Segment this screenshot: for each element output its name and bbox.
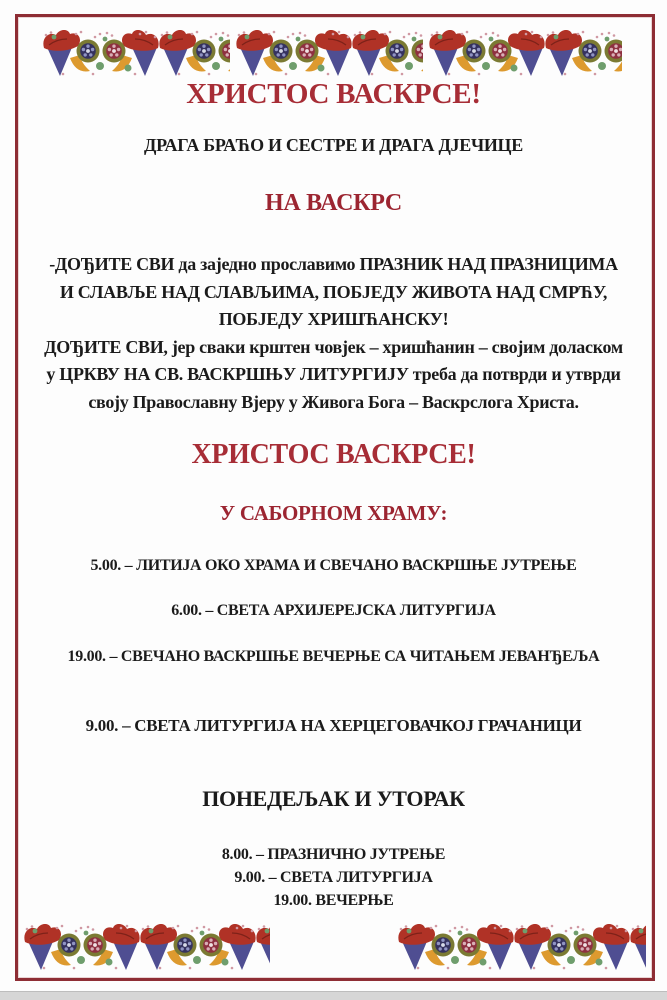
schedule-line-weekday: 8.00. – ПРАЗНИЧНО ЈУТРЕЊЕ xyxy=(221,846,446,863)
floral-ornament-top-left-icon xyxy=(43,30,230,78)
photo-bottom-edge xyxy=(0,991,667,1000)
body-paragraph xyxy=(24,251,643,417)
schedule-line-cathedral: 5.00. – ЛИТИЈА ОКО ХРАМА И СВЕЧАНО ВАСКРШЊЕ ЈУТРЕЊЕ xyxy=(90,557,577,574)
floral-ornament-top-center-icon xyxy=(236,30,423,78)
main-title: ХРИСТОС ВАСКРСЕ! xyxy=(186,78,481,110)
schedule-line-cathedral: 19.00. – СВЕЧАНО ВАСКРШЊЕ ВЕЧЕРЊЕ СА ЧИТАЊЕМ ЈЕВАНЂЕЉА xyxy=(67,648,600,665)
body-line: своју Православну Вјеру у Живога Бога – Васкрслога Христа. xyxy=(88,391,579,412)
greeting-line: ДРАГА БРАЋО И СЕСТРЕ И ДРАГА ДЈЕЧИЦЕ xyxy=(144,135,523,155)
schedule-line-gracanica: 9.00. – СВЕТА ЛИТУРГИЈА НА ХЕРЦЕГОВАЧКОЈ ГРАЧАНИЦИ xyxy=(85,716,582,735)
schedule-line-cathedral: 6.00. – СВЕТА АРХИЈЕРЕЈСКА ЛИТУРГИЈА xyxy=(171,602,496,619)
mid-title: ХРИСТОС ВАСКРСЕ! xyxy=(191,439,476,470)
body-line: у ЦРКВУ НА СВ. ВАСКРШЊУ ЛИТУРГИЈУ треба да потврди и утврди xyxy=(46,364,621,385)
body-line: ПОБЈЕДУ ХРИШЋАНСКУ! xyxy=(218,309,449,330)
body-line: ДОЂИТЕ СВИ, јер сваки крштен човјек – хришћанин – својим доласком xyxy=(44,336,623,357)
body-line: -ДОЂИТЕ СВИ да заједно прославимо ПРАЗНИК НАД ПРАЗНИЦИМА xyxy=(49,254,618,274)
schedule-line-weekday: 9.00. – СВЕТА ЛИТУРГИЈА xyxy=(234,869,433,886)
section-heading-weekdays: ПОНЕДЕЉАК И УТОРАК xyxy=(202,786,465,811)
body-line: И СЛАВЉЕ НАД СЛАВЉИМА, ПОБЈЕДУ ЖИВОТА НАД СМРЋУ, xyxy=(59,281,608,302)
section-heading-cathedral: У САБОРНОМ ХРАМУ: xyxy=(219,501,448,525)
weekday-schedule-block xyxy=(24,843,643,912)
schedule-line-weekday: 19.00. ВЕЧЕРЊЕ xyxy=(273,892,394,909)
floral-ornament-bottom-right-icon xyxy=(398,924,646,972)
section-heading-easter: НА ВАСКРС xyxy=(265,190,402,216)
page-border-frame xyxy=(15,14,655,981)
floral-ornament-bottom-left-icon xyxy=(24,924,270,972)
floral-ornament-top-right-icon xyxy=(429,30,622,78)
